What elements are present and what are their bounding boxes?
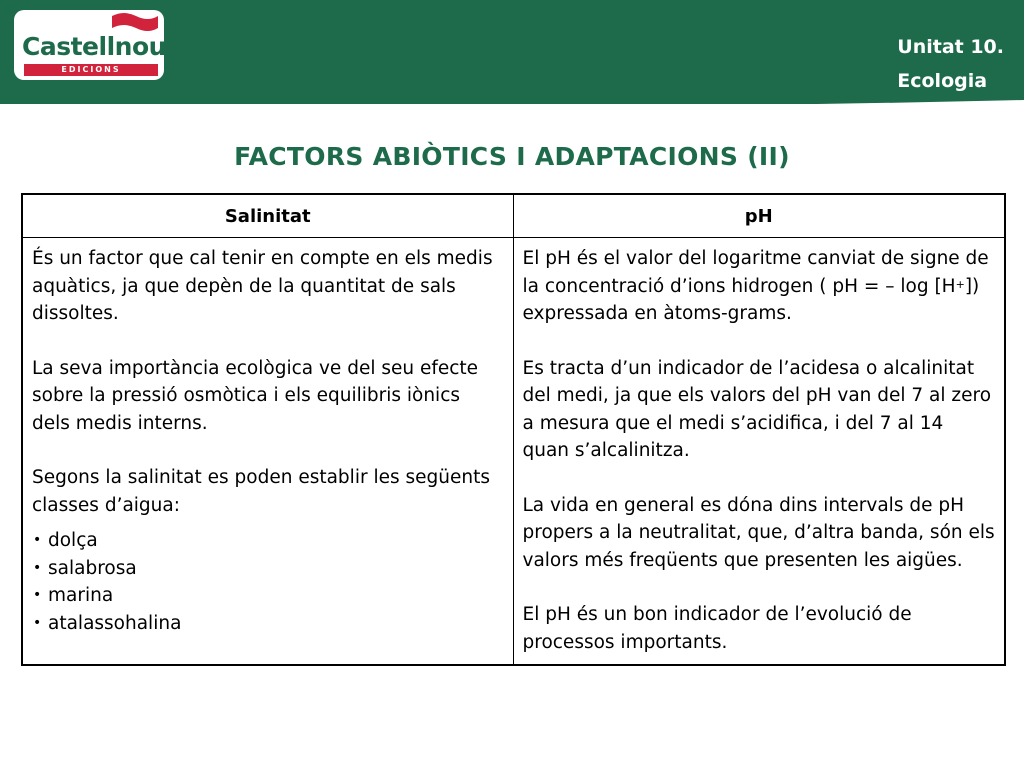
ph-paragraph-3: La vida en general es dóna dins intervals de pH propers a la neutralitat, que, d’altra banda, són els valors més freqüents que presenten les aigües. (522, 494, 995, 571)
ph-superscript: + (955, 277, 965, 291)
ph-formula-start: El pH és el valor del logaritme canviat de signe de la concentració d’ions hidrogen ( pH = – log [H (522, 248, 989, 297)
water-classes-list (32, 527, 504, 637)
list-item: • salabrosa (32, 555, 504, 583)
table-header-row (22, 194, 1005, 238)
unit-number: Unitat 10. (897, 36, 1004, 58)
ph-formula-end: ]) expressada en àtoms-grams. (522, 275, 980, 324)
ph-paragraph-1 (523, 245, 996, 328)
column-header-salinitat: Salinitat (22, 194, 513, 238)
list-item: • marina (32, 582, 504, 610)
unit-label (897, 30, 1004, 98)
header-curve (0, 86, 1024, 116)
ph-cell (513, 238, 1005, 666)
salinitat-paragraph-2: La seva importància ecològica ve del seu efecte sobre la pressió osmòtica i els equilibris iònics dels medis interns. (32, 357, 479, 434)
logo-name: Castellnou (22, 32, 166, 61)
column-header-ph: pH (513, 194, 1005, 238)
publisher-logo (14, 10, 164, 80)
table-row (22, 238, 1005, 666)
salinitat-paragraph-1: És un factor que cal tenir en compte en els medis aquàtics, ja que depèn de la quantitat de sals dissoltes. (32, 248, 493, 324)
logo-subtitle: EDICIONS (24, 64, 158, 76)
unit-topic: Ecologia (897, 70, 988, 92)
ph-paragraph-4: El pH és un bon indicador de l’evolució de processos importants. (522, 604, 912, 653)
salinitat-cell (22, 238, 513, 666)
salinitat-paragraph-3: Segons la salinitat es poden establir les següents classes d’aigua: (32, 467, 490, 516)
page-title: FACTORS ABIÒTICS I ADAPTACIONS (II) (234, 142, 790, 171)
content-table (21, 193, 1006, 666)
list-item: • dolça (32, 527, 504, 555)
list-item: • atalassohalina (32, 610, 504, 638)
ph-paragraph-2: Es tracta d’un indicador de l’acidesa o alcalinitat del medi, ja que els valors del pH van del 7 al zero a mesura que el medi s’acidifica, i del 7 al 14 quan s’alcalinitza. (522, 357, 992, 461)
